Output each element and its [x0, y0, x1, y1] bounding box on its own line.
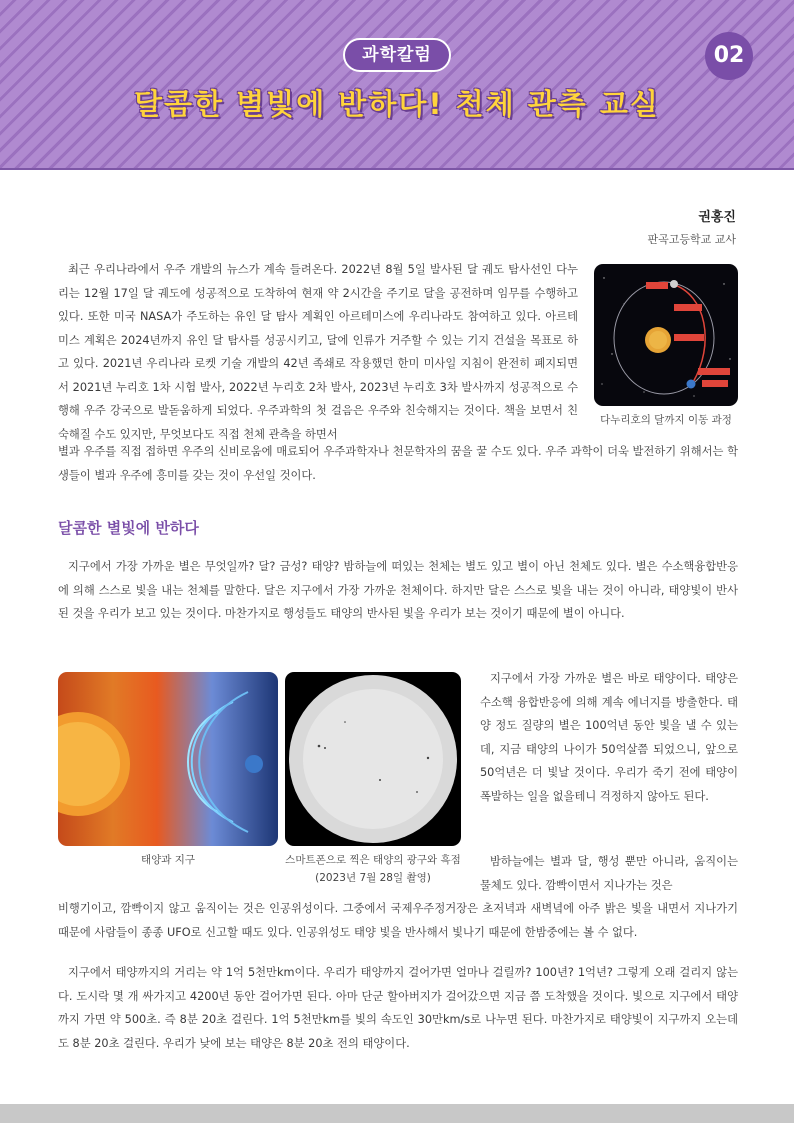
paragraph-night-sky-continued: 비행기이고, 깜빡이지 않고 움직이는 것은 인공위성이다. 그중에서 국제우주정거장은 초저녁과 새벽녘에 아주 밝은 빛을 내면서 지나가기 때문에 사람들이 종종 UFO로 신고할 때도 있다. 인공위성도 태양 빛을 반사해서 빛나기 때문에 한밤중에는 볼 수 없다.: [58, 902, 738, 939]
paragraph-sun: 지구에서 가장 가까운 별은 바로 태양이다. 태양은 수소핵 융합반응에 의해 계속 에너지를 방출한다. 태양 정도 질량의 별은 100억년 동안 빛을 낼 수 있는데, 지금 태양의 나이가 50억살쯤 되었으니, 앞으로 50억년은 더 빛날 것이다. 우리가 죽기 전에 태양이 폭발하는 일을 없을테니 걱정하지 않아도 된다.: [480, 672, 738, 803]
danuri-orbit-image: [594, 264, 738, 406]
paragraph-night-sky: 밤하늘에는 별과 달, 행성 뿐만 아니라, 움직이는 물체도 있다. 깜빡이면서 지나가는 것은: [480, 855, 738, 892]
footer-bar: [0, 1104, 794, 1123]
author-name: 권홍진: [698, 210, 736, 225]
sun-photo-caption-line2: (2023년 7월 28일 촬영): [315, 872, 431, 884]
sun-photo-caption-line1: 스마트폰으로 찍은 태양의 광구와 흑점: [285, 854, 461, 866]
section-heading: 달콤한 별빛에 반하다: [58, 519, 199, 537]
category-badge: 과학칼럼: [343, 38, 451, 72]
page-title: 달콤한 별빛에 반하다! 천체 관측 교실: [134, 87, 660, 121]
sun-earth-image: [58, 672, 278, 846]
paragraph-nearest-star: 지구에서 가장 가까운 별은 무엇일까? 달? 금성? 태양? 밤하늘에 떠있는 천체는 별도 있고 별이 아닌 천체도 있다. 별은 수소핵융합반응에 의해 스스로 빛을 내는 천체를 말한다. 달은 지구에서 가장 가까운 천체이다. 하지만 달은 스스로 빛을 내는 것이 아니라, 태양빛이 반사된 것을 우리가 보고 있는 것이다. 마찬가지로 행성들도 태양의 반사된 빛을 우리가 보는 것이기 때문에 별이 아니다.: [58, 560, 738, 620]
danuri-caption: 다누리호의 달까지 이동 과정: [600, 414, 732, 426]
paragraph-intro-continued: 별과 우주를 직접 접하면 우주의 신비로움에 매료되어 우주과학자나 천문학자의 꿈을 꿀 수도 있다. 우주 과학이 더욱 발전하기 위해서는 학생들이 별과 우주에 흥미를 갖는 것이 우선일 것이다.: [58, 445, 738, 482]
paragraph-intro: 최근 우리나라에서 우주 개발의 뉴스가 계속 들려온다. 2022년 8월 5일 발사된 달 궤도 탐사선인 다누리는 12월 17일 달 궤도에 성공적으로 도착하여 현재 약 2시간을 주기로 달을 공전하며 임무를 수행하고 있다. 또한 미국 NASA가 주도하는 유인 달 탐사 계획인 아르테미스에 우리나라도 참여하고 있다. 아르테미스 계획은 2024년까지 유인 달 탐사를 성공시키고, 달에 인류가 거주할 수 있는 기지 건설을 목표로 하고 있다. 2021년 우리나라 로켓 기술 개발의 42년 족쇄로 작용했던 한미 미사일 지침이 완전히 폐지되면서 2021년 누리호 1차 시험 발사, 2022년 누리호 2차 발사, 2023년 누리호 3차 발사까지 성공적으로 수행해 우주 강국으로 발돋움하게 되었다. 우주과학의 첫 걸음은 우주와 친숙해지는 것이다. 책을 보면서 친숙해질 수도 있지만, 무엇보다도 직접 천체 관측을 하면서: [58, 263, 578, 441]
sun-earth-caption: 태양과 지구: [140, 854, 196, 866]
issue-number: 02: [705, 32, 753, 80]
author-role: 판곡고등학교 교사: [647, 233, 736, 246]
danuri-orbit-diagram: [594, 264, 738, 406]
sun-earth-illustration: [58, 672, 278, 846]
paragraph-distance: 지구에서 태양까지의 거리는 약 1억 5천만km이다. 우리가 태양까지 걸어가면 얼마나 걸릴까? 100년? 1억년? 그렇게 오래 걸리지 않는다. 도시락 몇 개 싸가지고 4200년 동안 걸어가면 된다. 아마 단군 할아버지가 걸어갔으면 지금 쯤 도착했을 것이다. 빛으로 지구에서 태양까지 가면 약 500초. 즉 8분 20초 걸린다. 1억 5천만km를 빛의 속도인 30만km/s로 나누면 된다. 마찬가지로 태양빛이 지구까지 오는데도 8분 20초 걸린다. 우리가 낮에 보는 태양은 8분 20초 전의 태양이다.: [58, 966, 738, 1050]
header-divider: [0, 168, 794, 170]
sun-photo-image: [285, 672, 461, 846]
sun-photo-disc: [285, 672, 461, 846]
